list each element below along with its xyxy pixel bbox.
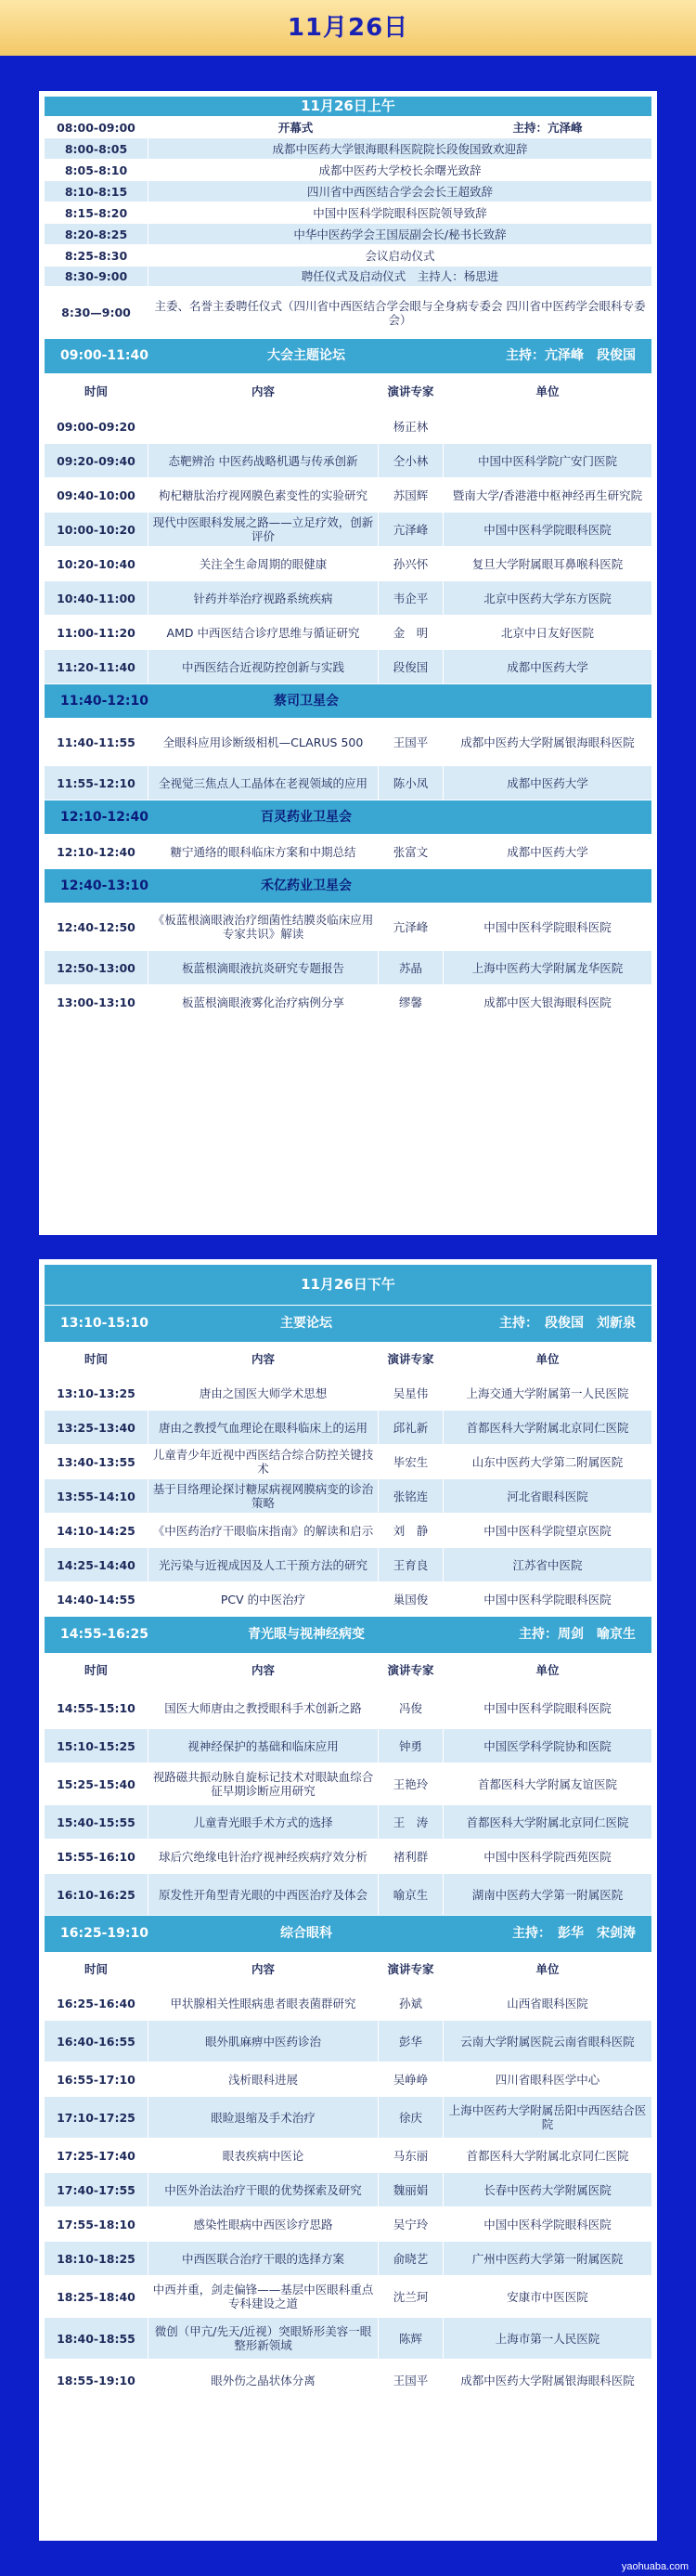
talk-time: 12:50-13:00 xyxy=(45,951,148,985)
talk-speaker: 徐庆 xyxy=(379,2097,444,2139)
talk-institution: 广州中医药大学第一附属医院 xyxy=(444,2242,652,2276)
table-row xyxy=(45,616,652,650)
table-row xyxy=(45,1376,652,1411)
talk-speaker: 吴星伟 xyxy=(379,1376,444,1411)
talk-time: 15:25-15:40 xyxy=(45,1763,148,1805)
opening-item: 中华中医药学会王国辰副会长/秘书长致辞 xyxy=(148,224,652,245)
talk-institution: 暨南大学/香港港中枢神经再生研究院 xyxy=(444,478,652,513)
opening-item: 成都中医药大学银海眼科医院院长段俊国致欢迎辞 xyxy=(148,138,652,160)
talk-institution: 四川省眼科医学中心 xyxy=(444,2062,652,2097)
table-row xyxy=(45,287,652,339)
talk-time: 18:25-18:40 xyxy=(45,2276,148,2318)
opening-time: 8:20-8:25 xyxy=(45,224,148,245)
talk-time: 15:40-15:55 xyxy=(45,1805,148,1840)
talk-time: 18:10-18:25 xyxy=(45,2242,148,2276)
table-row xyxy=(45,1986,652,2021)
opening-item: 中国中医科学院眼科医院领导致辞 xyxy=(148,202,652,224)
talk-time: 17:10-17:25 xyxy=(45,2097,148,2139)
section-title: 11月26日下午 xyxy=(45,1265,652,1306)
table-row xyxy=(45,202,652,224)
section-header-content xyxy=(47,1927,649,1941)
talk-time: 10:20-10:40 xyxy=(45,547,148,581)
column-header: 内容 xyxy=(148,374,379,410)
satellite-header-content xyxy=(47,811,649,825)
talk-topic: 视路磁共振动脉自旋标记技术对眼缺血综合征早期诊断应用研究 xyxy=(148,1763,379,1805)
talk-topic: 儿童青少年近视中西医结合综合防控关键技术 xyxy=(148,1445,379,1479)
table-row xyxy=(45,904,652,951)
talk-speaker: 金 明 xyxy=(379,616,444,650)
morning-schedule-card xyxy=(39,91,657,1235)
talk-institution: 中国中医科学院眼科医院 xyxy=(444,2207,652,2242)
talk-topic: 全视觉三焦点人工晶体在老视领域的应用 xyxy=(148,766,379,800)
satellite-header-content xyxy=(47,695,649,709)
talk-time: 09:40-10:00 xyxy=(45,478,148,513)
talk-topic: 眼睑退缩及手术治疗 xyxy=(148,2097,379,2139)
talk-speaker: 俞晓艺 xyxy=(379,2242,444,2276)
talk-topic: 《板蓝根滴眼液治疗细菌性结膜炎临床应用专家共识》解读 xyxy=(148,904,379,951)
table-row xyxy=(45,1411,652,1445)
talk-topic: 唐由之教授气血理论在眼科临床上的运用 xyxy=(148,1411,379,1445)
opening-time: 8:30—9:00 xyxy=(45,287,148,339)
column-header: 单位 xyxy=(444,1654,652,1687)
talk-time: 11:40-11:55 xyxy=(45,719,148,766)
talk-topic: 球后穴绝缘电针治疗视神经疾病疗效分析 xyxy=(148,1840,379,1874)
talk-speaker: 陈小凤 xyxy=(379,766,444,800)
table-row xyxy=(45,1953,652,1986)
talk-topic: 态靶辨治 中医药战略机遇与传承创新 xyxy=(148,444,379,478)
talk-speaker: 吴峥峥 xyxy=(379,2062,444,2097)
section-host: 主持： 段俊国 刘新泉 xyxy=(499,1316,636,1331)
talk-time: 18:40-18:55 xyxy=(45,2318,148,2360)
table-row xyxy=(45,1874,652,1916)
section-host: 主持：周剑 喻京生 xyxy=(519,1627,636,1642)
table-row xyxy=(45,267,652,287)
opening-item: 聘任仪式及启动仪式 主持人：杨思进 xyxy=(148,267,652,287)
talk-institution: 上海中医药大学附属岳阳中西医结合医院 xyxy=(444,2097,652,2139)
table-row xyxy=(45,766,652,800)
section-header xyxy=(45,1306,652,1343)
table-row xyxy=(45,117,652,138)
talk-speaker: 王 涛 xyxy=(379,1805,444,1840)
talk-institution: 河北省眼科医院 xyxy=(444,1479,652,1514)
column-header: 单位 xyxy=(444,374,652,410)
talk-topic: 中西并重，剑走偏锋——基层中医眼科重点专科建设之道 xyxy=(148,2276,379,2318)
talk-topic: 感染性眼病中西医诊疗思路 xyxy=(148,2207,379,2242)
table-row xyxy=(45,800,652,835)
talk-speaker: 褚利群 xyxy=(379,1840,444,1874)
talk-time: 11:00-11:20 xyxy=(45,616,148,650)
talk-time: 16:55-17:10 xyxy=(45,2062,148,2097)
talk-speaker: 苏国辉 xyxy=(379,478,444,513)
talk-topic: 板蓝根滴眼液抗炎研究专题报告 xyxy=(148,951,379,985)
talk-topic: 糖宁通络的眼科临床方案和中期总结 xyxy=(148,835,379,869)
table-row xyxy=(45,650,652,684)
opening-time: 8:00-8:05 xyxy=(45,138,148,160)
satellite-header-content xyxy=(47,879,649,893)
table-row xyxy=(45,2021,652,2062)
table-row xyxy=(45,951,652,985)
table-row xyxy=(45,410,652,444)
talk-topic: 光污染与近视成因及人工干预方法的研究 xyxy=(148,1548,379,1582)
table-row xyxy=(45,1445,652,1479)
talk-speaker: 马东丽 xyxy=(379,2139,444,2173)
talk-speaker: 张铭连 xyxy=(379,1479,444,1514)
table-row xyxy=(45,1729,652,1763)
section-header xyxy=(45,1916,652,1953)
talk-speaker: 沈兰珂 xyxy=(379,2276,444,2318)
talk-institution: 中国中医科学院西苑医院 xyxy=(444,1840,652,1874)
talk-topic: PCV 的中医治疗 xyxy=(148,1582,379,1617)
talk-institution: 江苏省中医院 xyxy=(444,1548,652,1582)
section-name: 综合眼科 xyxy=(280,1926,332,1941)
talk-institution: 成都中医药大学 xyxy=(444,835,652,869)
section-header xyxy=(45,339,652,374)
table-row xyxy=(45,339,652,374)
talk-speaker: 毕宏生 xyxy=(379,1445,444,1479)
table-row xyxy=(45,2173,652,2207)
opening-item: 四川省中西医结合学会会长王超致辞 xyxy=(148,181,652,202)
table-row xyxy=(45,1514,652,1548)
table-row xyxy=(45,869,652,904)
talk-time: 14:10-14:25 xyxy=(45,1514,148,1548)
talk-time: 16:10-16:25 xyxy=(45,1874,148,1916)
talk-topic: 现代中医眼科发展之路——立足疗效，创新评价 xyxy=(148,513,379,547)
satellite-header xyxy=(45,869,652,904)
section-host: 主持：亢泽峰 段俊国 xyxy=(506,348,636,363)
talk-topic: 针药并举治疗视路系统疾病 xyxy=(148,581,379,616)
talk-time: 11:55-12:10 xyxy=(45,766,148,800)
talk-time: 15:55-16:10 xyxy=(45,1840,148,1874)
table-row xyxy=(45,478,652,513)
watermark: yaohuaba.com xyxy=(621,2561,689,2572)
talk-topic: 中医外治法治疗干眼的优势探索及研究 xyxy=(148,2173,379,2207)
talk-institution: 上海市第一人民医院 xyxy=(444,2318,652,2360)
table-row xyxy=(45,1582,652,1617)
talk-time: 13:25-13:40 xyxy=(45,1411,148,1445)
talk-institution: 中国中医科学院望京医院 xyxy=(444,1514,652,1548)
table-row xyxy=(45,581,652,616)
talk-speaker: 缪馨 xyxy=(379,985,444,1020)
column-header: 演讲专家 xyxy=(379,1953,444,1986)
section-time: 16:25-19:10 xyxy=(60,1926,148,1941)
talk-institution: 湖南中医药大学第一附属医院 xyxy=(444,1874,652,1916)
opening-time: 8:30-9:00 xyxy=(45,267,148,287)
talk-topic: 全眼科应用诊断级相机—CLARUS 500 xyxy=(148,719,379,766)
table-row xyxy=(45,1343,652,1376)
section-time: 13:10-15:10 xyxy=(60,1316,148,1331)
talk-topic: AMD 中西医结合诊疗思维与循证研究 xyxy=(148,616,379,650)
column-header: 单位 xyxy=(444,1953,652,1986)
talk-speaker: 仝小林 xyxy=(379,444,444,478)
talk-speaker: 王育良 xyxy=(379,1548,444,1582)
opening-time: 8:15-8:20 xyxy=(45,202,148,224)
talk-institution: 长春中医药大学附属医院 xyxy=(444,2173,652,2207)
satellite-name: 禾亿药业卫星会 xyxy=(261,878,352,893)
talk-topic: 《中医药治疗干眼临床指南》的解读和启示 xyxy=(148,1514,379,1548)
talk-speaker: 孙兴怀 xyxy=(379,547,444,581)
section-header-content xyxy=(47,1628,649,1642)
talk-speaker: 王艳玲 xyxy=(379,1763,444,1805)
talk-speaker: 亢泽峰 xyxy=(379,513,444,547)
table-row xyxy=(45,97,652,117)
talk-institution: 北京中医药大学东方医院 xyxy=(444,581,652,616)
talk-topic: 关注全生命周期的眼健康 xyxy=(148,547,379,581)
talk-speaker: 苏晶 xyxy=(379,951,444,985)
talk-institution: 山东中医药大学第二附属医院 xyxy=(444,1445,652,1479)
afternoon-schedule-card xyxy=(39,1259,657,2541)
banner-title: 11月26日 xyxy=(287,14,409,42)
talk-speaker: 韦企平 xyxy=(379,581,444,616)
talk-time: 13:55-14:10 xyxy=(45,1479,148,1514)
section-time: 14:55-16:25 xyxy=(60,1627,148,1642)
opening-time: 08:00-09:00 xyxy=(45,117,148,138)
satellite-header xyxy=(45,684,652,719)
table-row xyxy=(45,684,652,719)
talk-time: 09:20-09:40 xyxy=(45,444,148,478)
opening-item: 会议启动仪式 xyxy=(148,245,652,267)
morning-schedule-table xyxy=(44,96,652,1020)
talk-time: 17:40-17:55 xyxy=(45,2173,148,2207)
column-header: 演讲专家 xyxy=(379,1654,444,1687)
section-host: 主持： 彭华 宋剑涛 xyxy=(512,1926,636,1941)
table-row xyxy=(45,2318,652,2360)
opening-item: 主委、名誉主委聘任仪式（四川省中西医结合学会眼与全身病专委会 四川省中医药学会眼科专委会） xyxy=(148,287,652,339)
talk-time: 16:25-16:40 xyxy=(45,1986,148,2021)
table-row xyxy=(45,2097,652,2139)
table-row xyxy=(45,444,652,478)
talk-institution: 首都医科大学附属友谊医院 xyxy=(444,1763,652,1805)
talk-institution: 中国中医科学院眼科医院 xyxy=(444,1582,652,1617)
table-row xyxy=(45,1265,652,1306)
column-header: 演讲专家 xyxy=(379,374,444,410)
talk-institution: 上海中医药大学附属龙华医院 xyxy=(444,951,652,985)
talk-topic: 原发性开角型青光眼的中西医治疗及体会 xyxy=(148,1874,379,1916)
talk-institution: 成都中医大银海眼科医院 xyxy=(444,985,652,1020)
talk-topic: 国医大师唐由之教授眼科手术创新之路 xyxy=(148,1687,379,1729)
talk-institution: 上海交通大学附属第一人民医院 xyxy=(444,1376,652,1411)
talk-time: 13:40-13:55 xyxy=(45,1445,148,1479)
table-row xyxy=(45,245,652,267)
talk-time: 14:40-14:55 xyxy=(45,1582,148,1617)
table-row xyxy=(45,2276,652,2318)
opening-time: 8:10-8:15 xyxy=(45,181,148,202)
talk-institution: 成都中医药大学 xyxy=(444,650,652,684)
table-row xyxy=(45,719,652,766)
section-name: 主要论坛 xyxy=(280,1316,332,1331)
talk-speaker: 吴宁玲 xyxy=(379,2207,444,2242)
talk-institution: 复旦大学附属眼耳鼻喉科医院 xyxy=(444,547,652,581)
talk-speaker: 刘 静 xyxy=(379,1514,444,1548)
talk-time: 12:10-12:40 xyxy=(45,835,148,869)
talk-speaker: 段俊国 xyxy=(379,650,444,684)
talk-time: 12:40-12:50 xyxy=(45,904,148,951)
column-header: 时间 xyxy=(45,1343,148,1376)
talk-topic: 眼表疾病中医论 xyxy=(148,2139,379,2173)
table-row xyxy=(45,2139,652,2173)
talk-time: 18:55-19:10 xyxy=(45,2360,148,2401)
talk-topic: 中西医结合近视防控创新与实践 xyxy=(148,650,379,684)
talk-institution: 中国中医科学院眼科医院 xyxy=(444,513,652,547)
talk-speaker: 巢国俊 xyxy=(379,1582,444,1617)
talk-time: 14:25-14:40 xyxy=(45,1548,148,1582)
table-row xyxy=(45,547,652,581)
opening-time: 8:25-8:30 xyxy=(45,245,148,267)
talk-institution: 首都医科大学附属北京同仁医院 xyxy=(444,2139,652,2173)
talk-speaker: 张富文 xyxy=(379,835,444,869)
talk-institution: 北京中日友好医院 xyxy=(444,616,652,650)
talk-topic: 枸杞糖肽治疗视网膜色素变性的实验研究 xyxy=(148,478,379,513)
talk-speaker: 杨正林 xyxy=(379,410,444,444)
table-row xyxy=(45,1687,652,1729)
table-row xyxy=(45,1654,652,1687)
talk-institution: 安康市中医医院 xyxy=(444,2276,652,2318)
talk-time: 14:55-15:10 xyxy=(45,1687,148,1729)
table-row xyxy=(45,224,652,245)
talk-time: 10:40-11:00 xyxy=(45,581,148,616)
section-header-content xyxy=(47,1317,649,1331)
section-header-content xyxy=(47,349,649,363)
talk-institution: 首都医科大学附属北京同仁医院 xyxy=(444,1411,652,1445)
opening-item: 成都中医药大学校长余曙光致辞 xyxy=(148,160,652,181)
talk-institution: 山西省眼科医院 xyxy=(444,1986,652,2021)
table-row xyxy=(45,835,652,869)
section-title: 11月26日上午 xyxy=(45,97,652,117)
table-row xyxy=(45,1306,652,1343)
section-time: 09:00-11:40 xyxy=(60,348,148,363)
talk-institution: 成都中医药大学附属银海眼科医院 xyxy=(444,2360,652,2401)
talk-speaker: 王国平 xyxy=(379,2360,444,2401)
talk-topic: 视神经保护的基础和临床应用 xyxy=(148,1729,379,1763)
table-row xyxy=(45,2242,652,2276)
talk-speaker: 钟勇 xyxy=(379,1729,444,1763)
table-row xyxy=(45,513,652,547)
talk-speaker: 喻京生 xyxy=(379,1874,444,1916)
talk-time: 15:10-15:25 xyxy=(45,1729,148,1763)
table-row xyxy=(45,1763,652,1805)
table-row xyxy=(45,2207,652,2242)
talk-speaker: 孙斌 xyxy=(379,1986,444,2021)
table-row xyxy=(45,160,652,181)
section-header xyxy=(45,1617,652,1654)
talk-institution: 中国医学科学院协和医院 xyxy=(444,1729,652,1763)
talk-topic: 浅析眼科进展 xyxy=(148,2062,379,2097)
talk-speaker: 彭华 xyxy=(379,2021,444,2062)
column-header: 时间 xyxy=(45,1654,148,1687)
talk-speaker: 魏丽娟 xyxy=(379,2173,444,2207)
talk-institution: 成都中医药大学 xyxy=(444,766,652,800)
talk-time: 11:20-11:40 xyxy=(45,650,148,684)
column-header: 时间 xyxy=(45,374,148,410)
table-row xyxy=(45,138,652,160)
table-row xyxy=(45,1617,652,1654)
section-name: 青光眼与视神经病变 xyxy=(248,1627,365,1642)
table-row xyxy=(45,1916,652,1953)
satellite-header xyxy=(45,800,652,835)
opening-title: 开幕式 xyxy=(148,117,444,138)
table-row xyxy=(45,181,652,202)
talk-institution: 成都中医药大学附属银海眼科医院 xyxy=(444,719,652,766)
table-row xyxy=(45,1479,652,1514)
table-row xyxy=(45,1548,652,1582)
talk-topic: 眼外伤之晶状体分离 xyxy=(148,2360,379,2401)
column-header: 内容 xyxy=(148,1343,379,1376)
talk-time: 10:00-10:20 xyxy=(45,513,148,547)
table-row xyxy=(45,1840,652,1874)
talk-institution: 中国中医科学院广安门医院 xyxy=(444,444,652,478)
talk-time: 16:40-16:55 xyxy=(45,2021,148,2062)
talk-institution: 云南大学附属医院云南省眼科医院 xyxy=(444,2021,652,2062)
talk-topic: 微创（甲亢/先天/近视）突眼矫形美容一眼整形新领域 xyxy=(148,2318,379,2360)
talk-institution xyxy=(444,410,652,444)
talk-speaker: 陈辉 xyxy=(379,2318,444,2360)
talk-topic: 基于目络理论探讨糖尿病视网膜病变的诊治策略 xyxy=(148,1479,379,1514)
satellite-name: 蔡司卫星会 xyxy=(274,693,339,709)
table-row xyxy=(45,2360,652,2401)
section-name: 大会主题论坛 xyxy=(267,348,345,363)
column-header: 时间 xyxy=(45,1953,148,1986)
afternoon-schedule-table xyxy=(44,1264,652,2401)
column-header: 单位 xyxy=(444,1343,652,1376)
talk-time: 13:00-13:10 xyxy=(45,985,148,1020)
talk-institution: 中国中医科学院眼科医院 xyxy=(444,904,652,951)
column-header: 演讲专家 xyxy=(379,1343,444,1376)
satellite-time: 12:40-13:10 xyxy=(60,878,148,893)
talk-time: 13:10-13:25 xyxy=(45,1376,148,1411)
talk-speaker: 王国平 xyxy=(379,719,444,766)
talk-speaker: 亢泽峰 xyxy=(379,904,444,951)
talk-topic: 甲状腺相关性眼病患者眼表菌群研究 xyxy=(148,1986,379,2021)
talk-institution: 中国中医科学院眼科医院 xyxy=(444,1687,652,1729)
talk-topic: 眼外肌麻痹中医药诊治 xyxy=(148,2021,379,2062)
satellite-time: 11:40-12:10 xyxy=(60,693,148,709)
table-row xyxy=(45,1805,652,1840)
talk-time: 17:25-17:40 xyxy=(45,2139,148,2173)
talk-speaker: 冯俊 xyxy=(379,1687,444,1729)
column-header: 内容 xyxy=(148,1654,379,1687)
talk-topic: 唐由之国医大师学术思想 xyxy=(148,1376,379,1411)
opening-time: 8:05-8:10 xyxy=(45,160,148,181)
date-banner xyxy=(0,0,696,56)
satellite-name: 百灵药业卫星会 xyxy=(261,809,352,825)
satellite-time: 12:10-12:40 xyxy=(60,809,148,825)
opening-host: 主持：亢泽峰 xyxy=(444,117,652,138)
talk-time: 17:55-18:10 xyxy=(45,2207,148,2242)
talk-topic xyxy=(148,410,379,444)
talk-speaker: 邱礼新 xyxy=(379,1411,444,1445)
talk-institution: 首都医科大学附属北京同仁医院 xyxy=(444,1805,652,1840)
table-row xyxy=(45,2062,652,2097)
column-header: 内容 xyxy=(148,1953,379,1986)
table-row xyxy=(45,985,652,1020)
table-row xyxy=(45,374,652,410)
talk-topic: 儿童青光眼手术方式的选择 xyxy=(148,1805,379,1840)
talk-time: 09:00-09:20 xyxy=(45,410,148,444)
talk-topic: 板蓝根滴眼液雾化治疗病例分享 xyxy=(148,985,379,1020)
talk-topic: 中西医联合治疗干眼的选择方案 xyxy=(148,2242,379,2276)
